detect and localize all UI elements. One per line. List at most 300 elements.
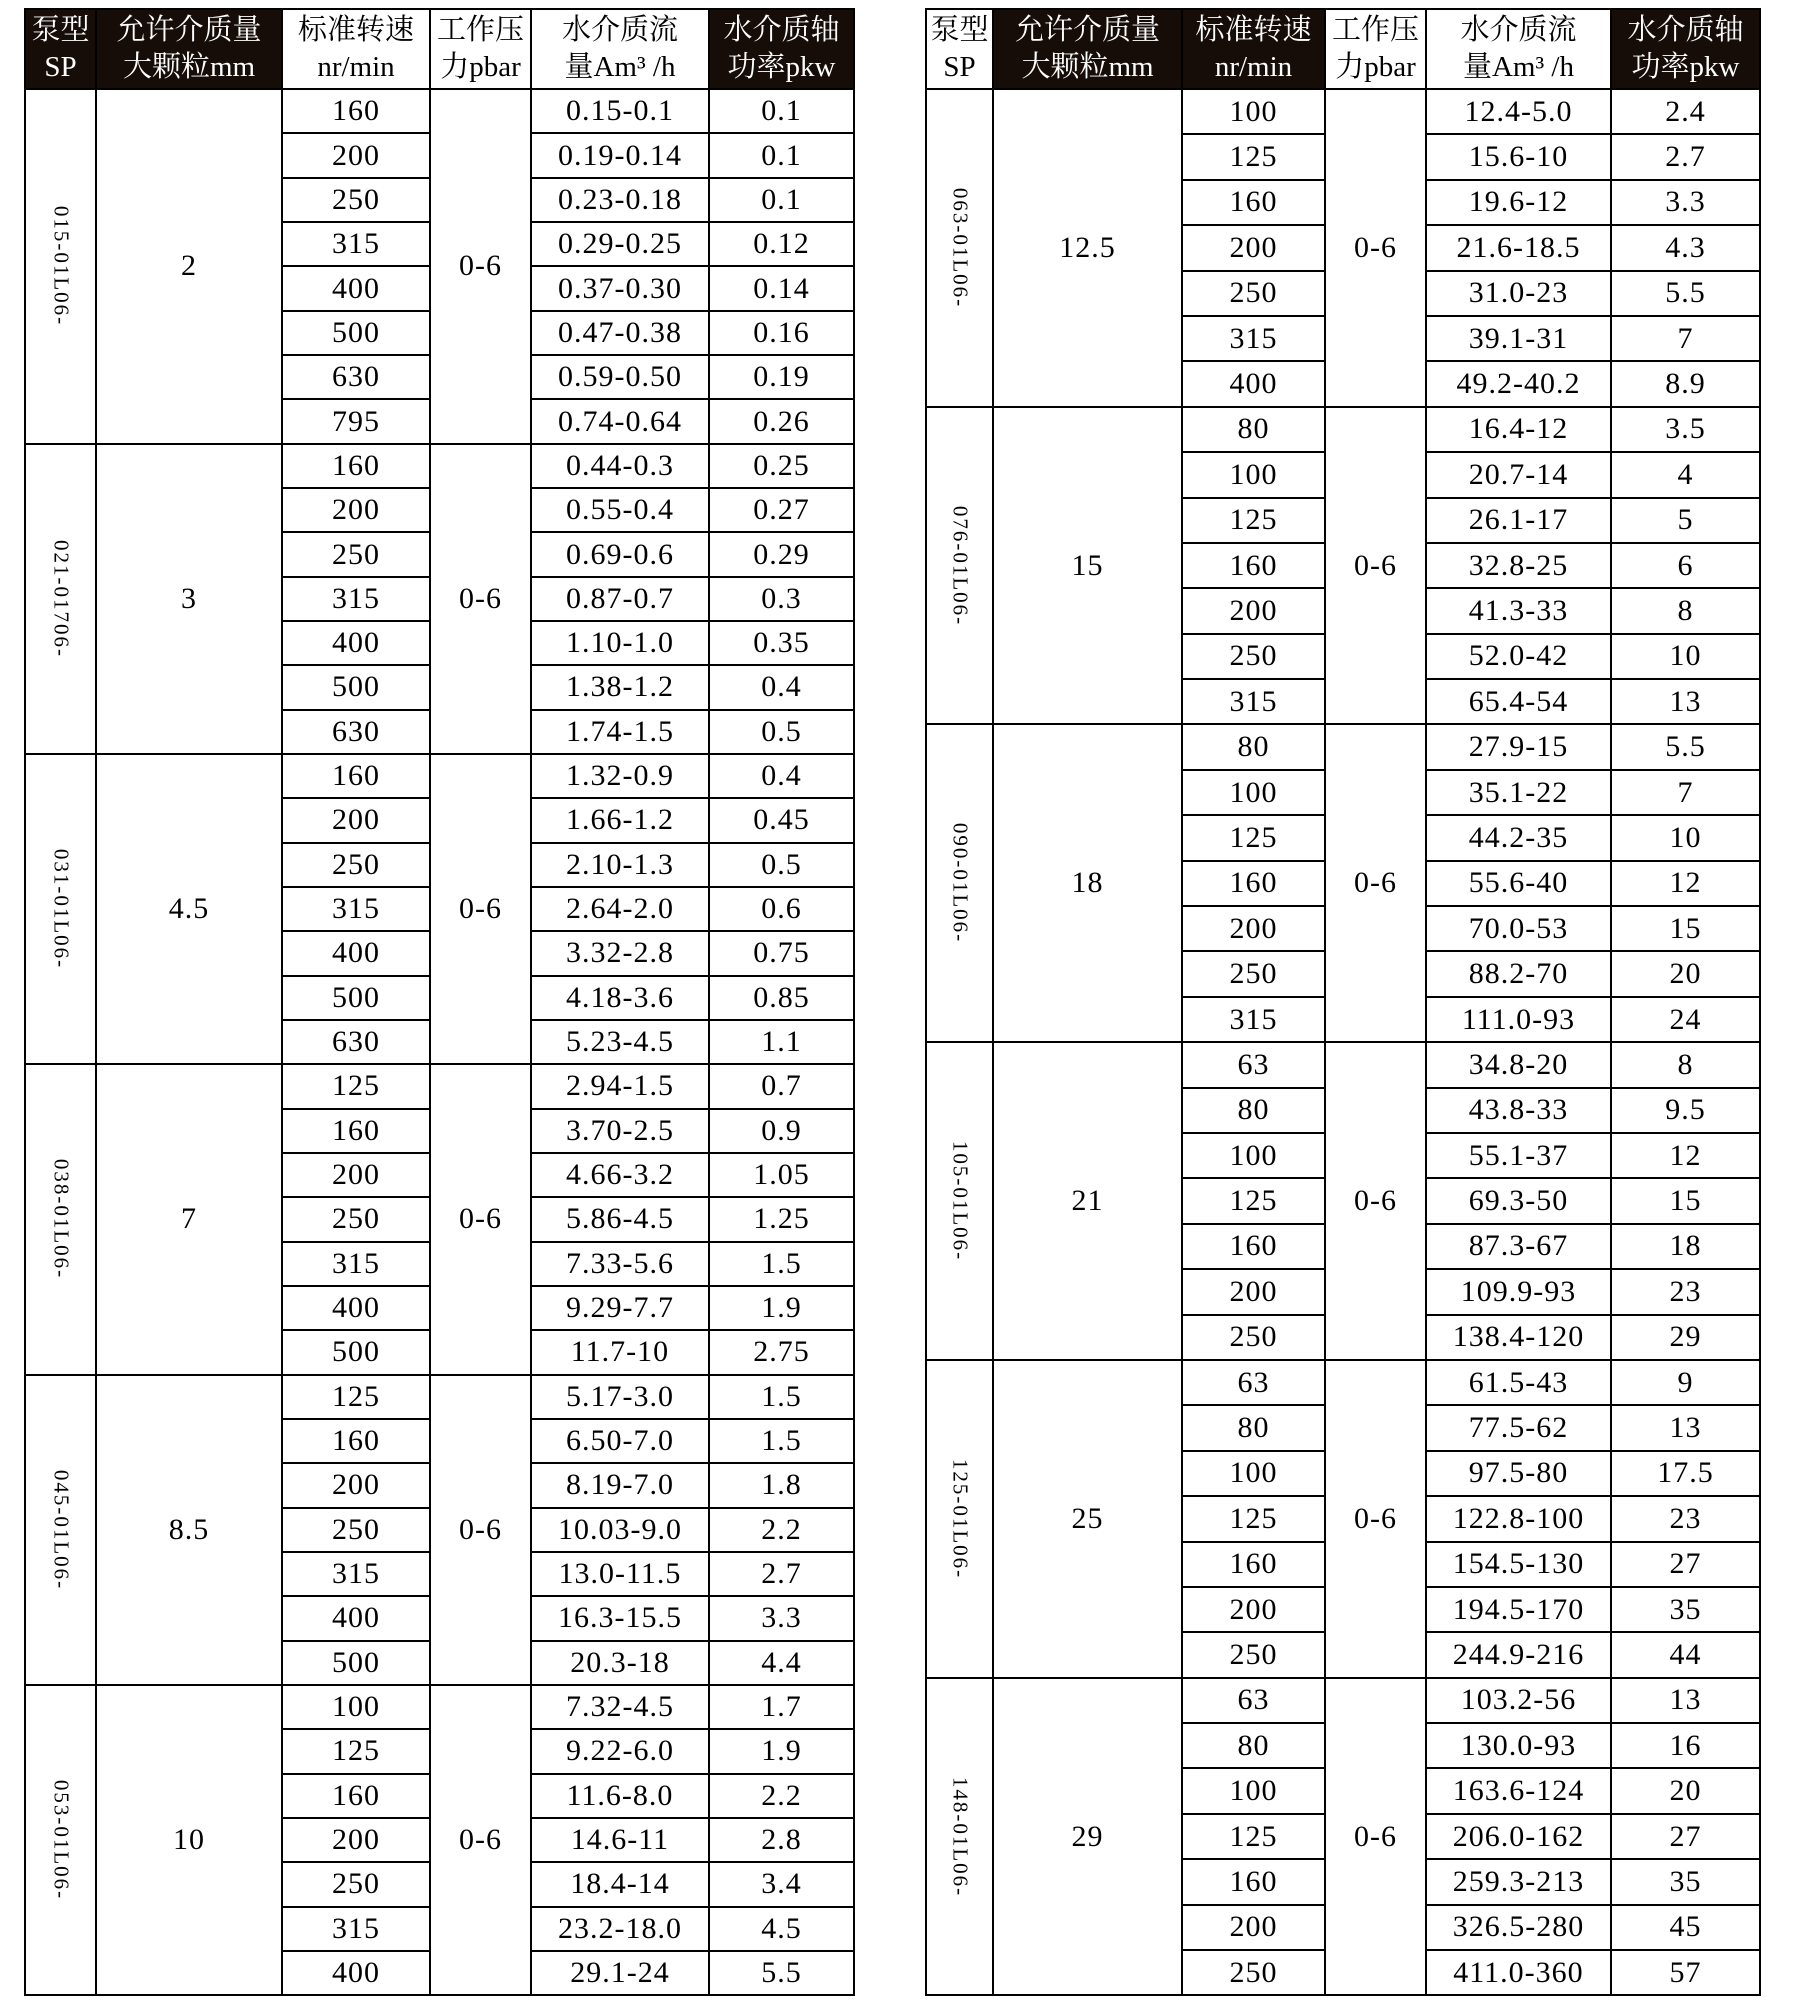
- pump-model-cell: [25, 1685, 96, 1996]
- flow-cell: 15.6-10: [1426, 134, 1611, 179]
- table-row: [25, 754, 854, 798]
- power-cell: 1.9: [709, 1286, 854, 1330]
- flow-cell: 4.18-3.6: [531, 976, 709, 1020]
- power-cell: 0.4: [709, 754, 854, 798]
- flow-cell: 44.2-35: [1426, 815, 1611, 860]
- flow-cell: 11.6-8.0: [531, 1774, 709, 1818]
- pressure-cell: 0-6: [430, 1375, 531, 1685]
- power-cell: 0.25: [709, 444, 854, 488]
- column-header-text: 水介质轴: [1627, 14, 1744, 46]
- speed-cell: 63: [1182, 1360, 1325, 1405]
- flow-cell: 9.29-7.7: [531, 1286, 709, 1330]
- power-cell: 1.5: [709, 1242, 854, 1286]
- pump-model-cell: [25, 1375, 96, 1685]
- flow-cell: 109.9-93: [1426, 1269, 1611, 1314]
- speed-cell: 100: [1182, 1451, 1325, 1496]
- power-cell: 24: [1611, 997, 1760, 1042]
- flow-cell: 65.4-54: [1426, 679, 1611, 724]
- pressure-cell: 0-6: [1325, 407, 1426, 725]
- flow-cell: 35.1-22: [1426, 770, 1611, 815]
- pump-model-text: 045-01L06-: [49, 1469, 73, 1590]
- pressure-cell: 0-6: [1325, 1360, 1426, 1678]
- flow-cell: 0.55-0.4: [531, 488, 709, 532]
- pump-spec-table-right: [925, 8, 1761, 1996]
- power-cell: 13: [1611, 679, 1760, 724]
- flow-cell: 43.8-33: [1426, 1088, 1611, 1133]
- pump-model-cell: [926, 89, 993, 407]
- power-cell: 20: [1611, 951, 1760, 996]
- flow-cell: 11.7-10: [531, 1330, 709, 1374]
- power-cell: 15: [1611, 906, 1760, 951]
- power-cell: 1.25: [709, 1197, 854, 1241]
- flow-cell: 69.3-50: [1426, 1178, 1611, 1223]
- pump-model-text: 015-01L06-: [49, 206, 73, 327]
- flow-cell: 7.32-4.5: [531, 1685, 709, 1729]
- column-header-1: [993, 9, 1182, 89]
- speed-cell: 795: [282, 399, 430, 443]
- speed-cell: 160: [282, 1419, 430, 1463]
- speed-cell: 125: [1182, 1814, 1325, 1859]
- particle-size-cell: 7: [96, 1064, 282, 1374]
- flow-cell: 5.17-3.0: [531, 1375, 709, 1419]
- power-cell: 5.5: [709, 1951, 854, 1996]
- flow-cell: 130.0-93: [1426, 1723, 1611, 1768]
- speed-cell: 160: [282, 89, 430, 133]
- flow-cell: 4.66-3.2: [531, 1153, 709, 1197]
- speed-cell: 125: [282, 1064, 430, 1108]
- power-cell: 0.1: [709, 178, 854, 222]
- flow-cell: 0.29-0.25: [531, 222, 709, 266]
- pump-model-cell: [25, 444, 96, 754]
- table-row: [926, 724, 1760, 769]
- speed-cell: 160: [282, 754, 430, 798]
- flow-cell: 16.3-15.5: [531, 1596, 709, 1640]
- power-cell: 15: [1611, 1178, 1760, 1223]
- pressure-cell: 0-6: [430, 1064, 531, 1374]
- column-header-text: 水介质轴: [723, 14, 840, 47]
- speed-cell: 315: [282, 887, 430, 931]
- flow-cell: 27.9-15: [1426, 724, 1611, 769]
- power-cell: 45: [1611, 1905, 1760, 1950]
- speed-cell: 315: [282, 1552, 430, 1596]
- column-header-3: [430, 9, 531, 89]
- power-cell: 0.16: [709, 311, 854, 355]
- column-header-text: 泵型: [930, 14, 989, 46]
- flow-cell: 0.37-0.30: [531, 266, 709, 310]
- flow-cell: 7.33-5.6: [531, 1242, 709, 1286]
- speed-cell: 250: [282, 178, 430, 222]
- column-header-text: 工作压: [436, 14, 524, 47]
- speed-cell: 250: [282, 1197, 430, 1241]
- speed-cell: 250: [1182, 1315, 1325, 1360]
- speed-cell: 250: [1182, 271, 1325, 316]
- column-header-2: [282, 9, 430, 89]
- flow-cell: 163.6-124: [1426, 1768, 1611, 1813]
- table-row: [926, 1678, 1760, 1723]
- speed-cell: 100: [1182, 452, 1325, 497]
- power-cell: 6: [1611, 543, 1760, 588]
- power-cell: 0.14: [709, 266, 854, 310]
- table-row: [25, 1685, 854, 1729]
- power-cell: 2.2: [709, 1508, 854, 1552]
- column-header-text: 标准转速: [297, 14, 414, 47]
- flow-cell: 0.69-0.6: [531, 532, 709, 576]
- flow-cell: 2.64-2.0: [531, 887, 709, 931]
- flow-cell: 2.10-1.3: [531, 843, 709, 887]
- power-cell: 1.5: [709, 1375, 854, 1419]
- speed-cell: 400: [282, 266, 430, 310]
- speed-cell: 250: [282, 843, 430, 887]
- speed-cell: 160: [1182, 180, 1325, 225]
- speed-cell: 315: [282, 1907, 430, 1951]
- column-header-text: SP: [44, 51, 77, 84]
- speed-cell: 500: [282, 311, 430, 355]
- speed-cell: 160: [282, 1774, 430, 1818]
- power-cell: 0.5: [709, 843, 854, 887]
- power-cell: 7: [1611, 316, 1760, 361]
- speed-cell: 500: [282, 665, 430, 709]
- flow-cell: 49.2-40.2: [1426, 361, 1611, 406]
- table-row: [926, 89, 1760, 134]
- speed-cell: 400: [282, 931, 430, 975]
- power-cell: 0.1: [709, 89, 854, 133]
- flow-cell: 32.8-25: [1426, 543, 1611, 588]
- power-cell: 0.45: [709, 798, 854, 842]
- power-cell: 0.26: [709, 399, 854, 443]
- power-cell: 13: [1611, 1678, 1760, 1723]
- flow-cell: 13.0-11.5: [531, 1552, 709, 1596]
- particle-size-cell: 21: [993, 1042, 1182, 1360]
- power-cell: 1.9: [709, 1729, 854, 1773]
- power-cell: 4.4: [709, 1641, 854, 1685]
- column-header-4: [531, 9, 709, 89]
- speed-cell: 630: [282, 355, 430, 399]
- power-cell: 0.35: [709, 621, 854, 665]
- flow-cell: 23.2-18.0: [531, 1907, 709, 1951]
- pressure-cell: 0-6: [430, 89, 531, 444]
- power-cell: 9: [1611, 1360, 1760, 1405]
- power-cell: 17.5: [1611, 1451, 1760, 1496]
- speed-cell: 200: [282, 488, 430, 532]
- power-cell: 44: [1611, 1632, 1760, 1677]
- column-header-text: nr/min: [1214, 51, 1293, 83]
- speed-cell: 100: [1182, 1768, 1325, 1813]
- flow-cell: 18.4-14: [531, 1862, 709, 1906]
- speed-cell: 200: [1182, 1905, 1325, 1950]
- pump-model-cell: [926, 1678, 993, 1996]
- power-cell: 0.19: [709, 355, 854, 399]
- power-cell: 20: [1611, 1768, 1760, 1813]
- pump-model-text: 090-01L06-: [948, 823, 972, 944]
- flow-cell: 1.66-1.2: [531, 798, 709, 842]
- power-cell: 5.5: [1611, 724, 1760, 769]
- particle-size-cell: 18: [993, 724, 1182, 1042]
- speed-cell: 100: [1182, 1133, 1325, 1178]
- flow-cell: 154.5-130: [1426, 1542, 1611, 1587]
- flow-cell: 206.0-162: [1426, 1814, 1611, 1859]
- power-cell: 0.7: [709, 1064, 854, 1108]
- pump-model-text: 038-01L06-: [49, 1159, 73, 1280]
- speed-cell: 200: [282, 1463, 430, 1507]
- speed-cell: 200: [1182, 906, 1325, 951]
- speed-cell: 400: [282, 1286, 430, 1330]
- speed-cell: 80: [1182, 1088, 1325, 1133]
- speed-cell: 200: [282, 133, 430, 177]
- power-cell: 35: [1611, 1859, 1760, 1904]
- flow-cell: 1.38-1.2: [531, 665, 709, 709]
- speed-cell: 200: [1182, 1269, 1325, 1314]
- flow-cell: 14.6-11: [531, 1818, 709, 1862]
- flow-cell: 1.10-1.0: [531, 621, 709, 665]
- flow-cell: 77.5-62: [1426, 1405, 1611, 1450]
- power-cell: 23: [1611, 1269, 1760, 1314]
- flow-cell: 9.22-6.0: [531, 1729, 709, 1773]
- flow-cell: 0.74-0.64: [531, 399, 709, 443]
- flow-cell: 39.1-31: [1426, 316, 1611, 361]
- speed-cell: 250: [1182, 1632, 1325, 1677]
- power-cell: 0.27: [709, 488, 854, 532]
- table-row: [926, 1360, 1760, 1405]
- column-header-4: [1426, 9, 1611, 89]
- particle-size-cell: 2: [96, 89, 282, 444]
- table-row: [926, 1042, 1760, 1087]
- particle-size-cell: 3: [96, 444, 282, 754]
- power-cell: 0.12: [709, 222, 854, 266]
- flow-cell: 0.15-0.1: [531, 89, 709, 133]
- flow-cell: 0.23-0.18: [531, 178, 709, 222]
- speed-cell: 630: [282, 1020, 430, 1064]
- column-header-text: 力pbar: [440, 51, 521, 84]
- flow-cell: 26.1-17: [1426, 498, 1611, 543]
- pressure-cell: 0-6: [430, 754, 531, 1064]
- column-header-2: [1182, 9, 1325, 89]
- power-cell: 10: [1611, 634, 1760, 679]
- column-header-0: [25, 9, 96, 89]
- speed-cell: 200: [1182, 1587, 1325, 1632]
- power-cell: 1.05: [709, 1153, 854, 1197]
- pump-model-cell: [25, 1064, 96, 1374]
- flow-cell: 87.3-67: [1426, 1224, 1611, 1269]
- power-cell: 35: [1611, 1587, 1760, 1632]
- flow-cell: 259.3-213: [1426, 1859, 1611, 1904]
- speed-cell: 250: [1182, 1950, 1325, 1995]
- speed-cell: 160: [1182, 543, 1325, 588]
- flow-cell: 34.8-20: [1426, 1042, 1611, 1087]
- speed-cell: 500: [282, 976, 430, 1020]
- flow-cell: 1.32-0.9: [531, 754, 709, 798]
- speed-cell: 80: [1182, 1723, 1325, 1768]
- speed-cell: 125: [1182, 815, 1325, 860]
- flow-cell: 52.0-42: [1426, 634, 1611, 679]
- speed-cell: 200: [1182, 225, 1325, 270]
- header-row: [926, 9, 1760, 89]
- power-cell: 0.85: [709, 976, 854, 1020]
- power-cell: 0.29: [709, 532, 854, 576]
- speed-cell: 500: [282, 1330, 430, 1374]
- speed-cell: 63: [1182, 1678, 1325, 1723]
- power-cell: 18: [1611, 1224, 1760, 1269]
- pressure-cell: 0-6: [430, 1685, 531, 1996]
- power-cell: 4.3: [1611, 225, 1760, 270]
- pump-model-text: 053-01L06-: [49, 1779, 73, 1901]
- power-cell: 2.8: [709, 1818, 854, 1862]
- power-cell: 8: [1611, 1042, 1760, 1087]
- flow-cell: 41.3-33: [1426, 588, 1611, 633]
- flow-cell: 70.0-53: [1426, 906, 1611, 951]
- power-cell: 0.5: [709, 710, 854, 754]
- power-cell: 2.75: [709, 1330, 854, 1374]
- power-cell: 0.1: [709, 133, 854, 177]
- speed-cell: 250: [282, 532, 430, 576]
- speed-cell: 200: [1182, 588, 1325, 633]
- pump-model-text: 031-01L06-: [49, 848, 73, 970]
- speed-cell: 160: [282, 1109, 430, 1153]
- power-cell: 0.9: [709, 1109, 854, 1153]
- pump-model-cell: [25, 89, 96, 444]
- pump-model-text: 105-01L06-: [948, 1140, 972, 1262]
- power-cell: 1.7: [709, 1685, 854, 1729]
- speed-cell: 125: [282, 1375, 430, 1419]
- speed-cell: 500: [282, 1641, 430, 1685]
- speed-cell: 250: [1182, 634, 1325, 679]
- particle-size-cell: 12.5: [993, 89, 1182, 407]
- pressure-cell: 0-6: [430, 444, 531, 754]
- speed-cell: 125: [1182, 134, 1325, 179]
- speed-cell: 160: [1182, 1859, 1325, 1904]
- column-header-text: 允许介质量: [116, 14, 262, 47]
- flow-cell: 20.3-18: [531, 1641, 709, 1685]
- flow-cell: 5.86-4.5: [531, 1197, 709, 1241]
- speed-cell: 200: [282, 1818, 430, 1862]
- speed-cell: 250: [282, 1862, 430, 1906]
- column-header-text: SP: [943, 51, 976, 83]
- power-cell: 57: [1611, 1950, 1760, 1995]
- particle-size-cell: 29: [993, 1678, 1182, 1996]
- flow-cell: 122.8-100: [1426, 1496, 1611, 1541]
- flow-cell: 103.2-56: [1426, 1678, 1611, 1723]
- speed-cell: 400: [282, 621, 430, 665]
- power-cell: 2.4: [1611, 89, 1760, 134]
- speed-cell: 315: [1182, 679, 1325, 724]
- particle-size-cell: 4.5: [96, 754, 282, 1064]
- power-cell: 27: [1611, 1814, 1760, 1859]
- flow-cell: 20.7-14: [1426, 452, 1611, 497]
- power-cell: 1.8: [709, 1463, 854, 1507]
- power-cell: 0.75: [709, 931, 854, 975]
- table-row: [926, 407, 1760, 452]
- particle-size-cell: 25: [993, 1360, 1182, 1678]
- speed-cell: 200: [282, 798, 430, 842]
- speed-cell: 400: [282, 1951, 430, 1996]
- particle-size-cell: 8.5: [96, 1375, 282, 1685]
- column-header-text: 量Am³ /h: [1462, 51, 1574, 83]
- power-cell: 12: [1611, 861, 1760, 906]
- speed-cell: 315: [282, 222, 430, 266]
- power-cell: 7: [1611, 770, 1760, 815]
- flow-cell: 31.0-23: [1426, 271, 1611, 316]
- power-cell: 5.5: [1611, 271, 1760, 316]
- flow-cell: 111.0-93: [1426, 997, 1611, 1042]
- flow-cell: 3.32-2.8: [531, 931, 709, 975]
- pump-model-text: 125-01L06-: [948, 1458, 972, 1579]
- speed-cell: 160: [1182, 861, 1325, 906]
- speed-cell: 80: [1182, 407, 1325, 452]
- column-header-text: 允许介质量: [1014, 14, 1160, 46]
- particle-size-cell: 10: [96, 1685, 282, 1996]
- power-cell: 5: [1611, 498, 1760, 543]
- column-header-text: 力pbar: [1335, 51, 1416, 83]
- speed-cell: 400: [1182, 361, 1325, 406]
- flow-cell: 138.4-120: [1426, 1315, 1611, 1360]
- column-header-0: [926, 9, 993, 89]
- header-row: [25, 9, 854, 89]
- column-header-text: 水介质流: [1460, 14, 1577, 46]
- pump-model-cell: [926, 724, 993, 1042]
- power-cell: 4.5: [709, 1907, 854, 1951]
- pressure-cell: 0-6: [1325, 89, 1426, 407]
- speed-cell: 315: [282, 1242, 430, 1286]
- power-cell: 29: [1611, 1315, 1760, 1360]
- flow-cell: 8.19-7.0: [531, 1463, 709, 1507]
- power-cell: 9.5: [1611, 1088, 1760, 1133]
- speed-cell: 125: [1182, 498, 1325, 543]
- speed-cell: 80: [1182, 1405, 1325, 1450]
- flow-cell: 55.1-37: [1426, 1133, 1611, 1178]
- flow-cell: 0.44-0.3: [531, 444, 709, 488]
- flow-cell: 10.03-9.0: [531, 1508, 709, 1552]
- power-cell: 2.7: [1611, 134, 1760, 179]
- column-header-1: [96, 9, 282, 89]
- flow-cell: 0.19-0.14: [531, 133, 709, 177]
- flow-cell: 3.70-2.5: [531, 1109, 709, 1153]
- flow-cell: 326.5-280: [1426, 1905, 1611, 1950]
- speed-cell: 630: [282, 710, 430, 754]
- flow-cell: 55.6-40: [1426, 861, 1611, 906]
- pump-model-cell: [25, 754, 96, 1064]
- particle-size-cell: 15: [993, 407, 1182, 725]
- flow-cell: 2.94-1.5: [531, 1064, 709, 1108]
- speed-cell: 80: [1182, 724, 1325, 769]
- speed-cell: 100: [282, 1685, 430, 1729]
- column-header-text: 水介质流: [561, 14, 678, 47]
- column-header-text: 量Am³ /h: [564, 51, 676, 84]
- power-cell: 1.5: [709, 1419, 854, 1463]
- column-header-5: [709, 9, 854, 89]
- power-cell: 4: [1611, 452, 1760, 497]
- pressure-cell: 0-6: [1325, 1042, 1426, 1360]
- speed-cell: 315: [282, 577, 430, 621]
- flow-cell: 0.47-0.38: [531, 311, 709, 355]
- speed-cell: 160: [1182, 1224, 1325, 1269]
- power-cell: 0.3: [709, 577, 854, 621]
- power-cell: 2.7: [709, 1552, 854, 1596]
- column-header-text: 大颗粒mm: [1021, 51, 1154, 83]
- speed-cell: 63: [1182, 1042, 1325, 1087]
- flow-cell: 244.9-216: [1426, 1632, 1611, 1677]
- speed-cell: 200: [282, 1153, 430, 1197]
- column-header-text: 大颗粒mm: [122, 51, 256, 84]
- flow-cell: 5.23-4.5: [531, 1020, 709, 1064]
- pump-spec-table-left: [24, 8, 855, 1996]
- flow-cell: 97.5-80: [1426, 1451, 1611, 1496]
- speed-cell: 250: [1182, 951, 1325, 996]
- power-cell: 16: [1611, 1723, 1760, 1768]
- column-header-text: 标准转速: [1195, 14, 1312, 46]
- flow-cell: 29.1-24: [531, 1951, 709, 1996]
- speed-cell: 315: [1182, 997, 1325, 1042]
- power-cell: 2.2: [709, 1774, 854, 1818]
- speed-cell: 400: [282, 1596, 430, 1640]
